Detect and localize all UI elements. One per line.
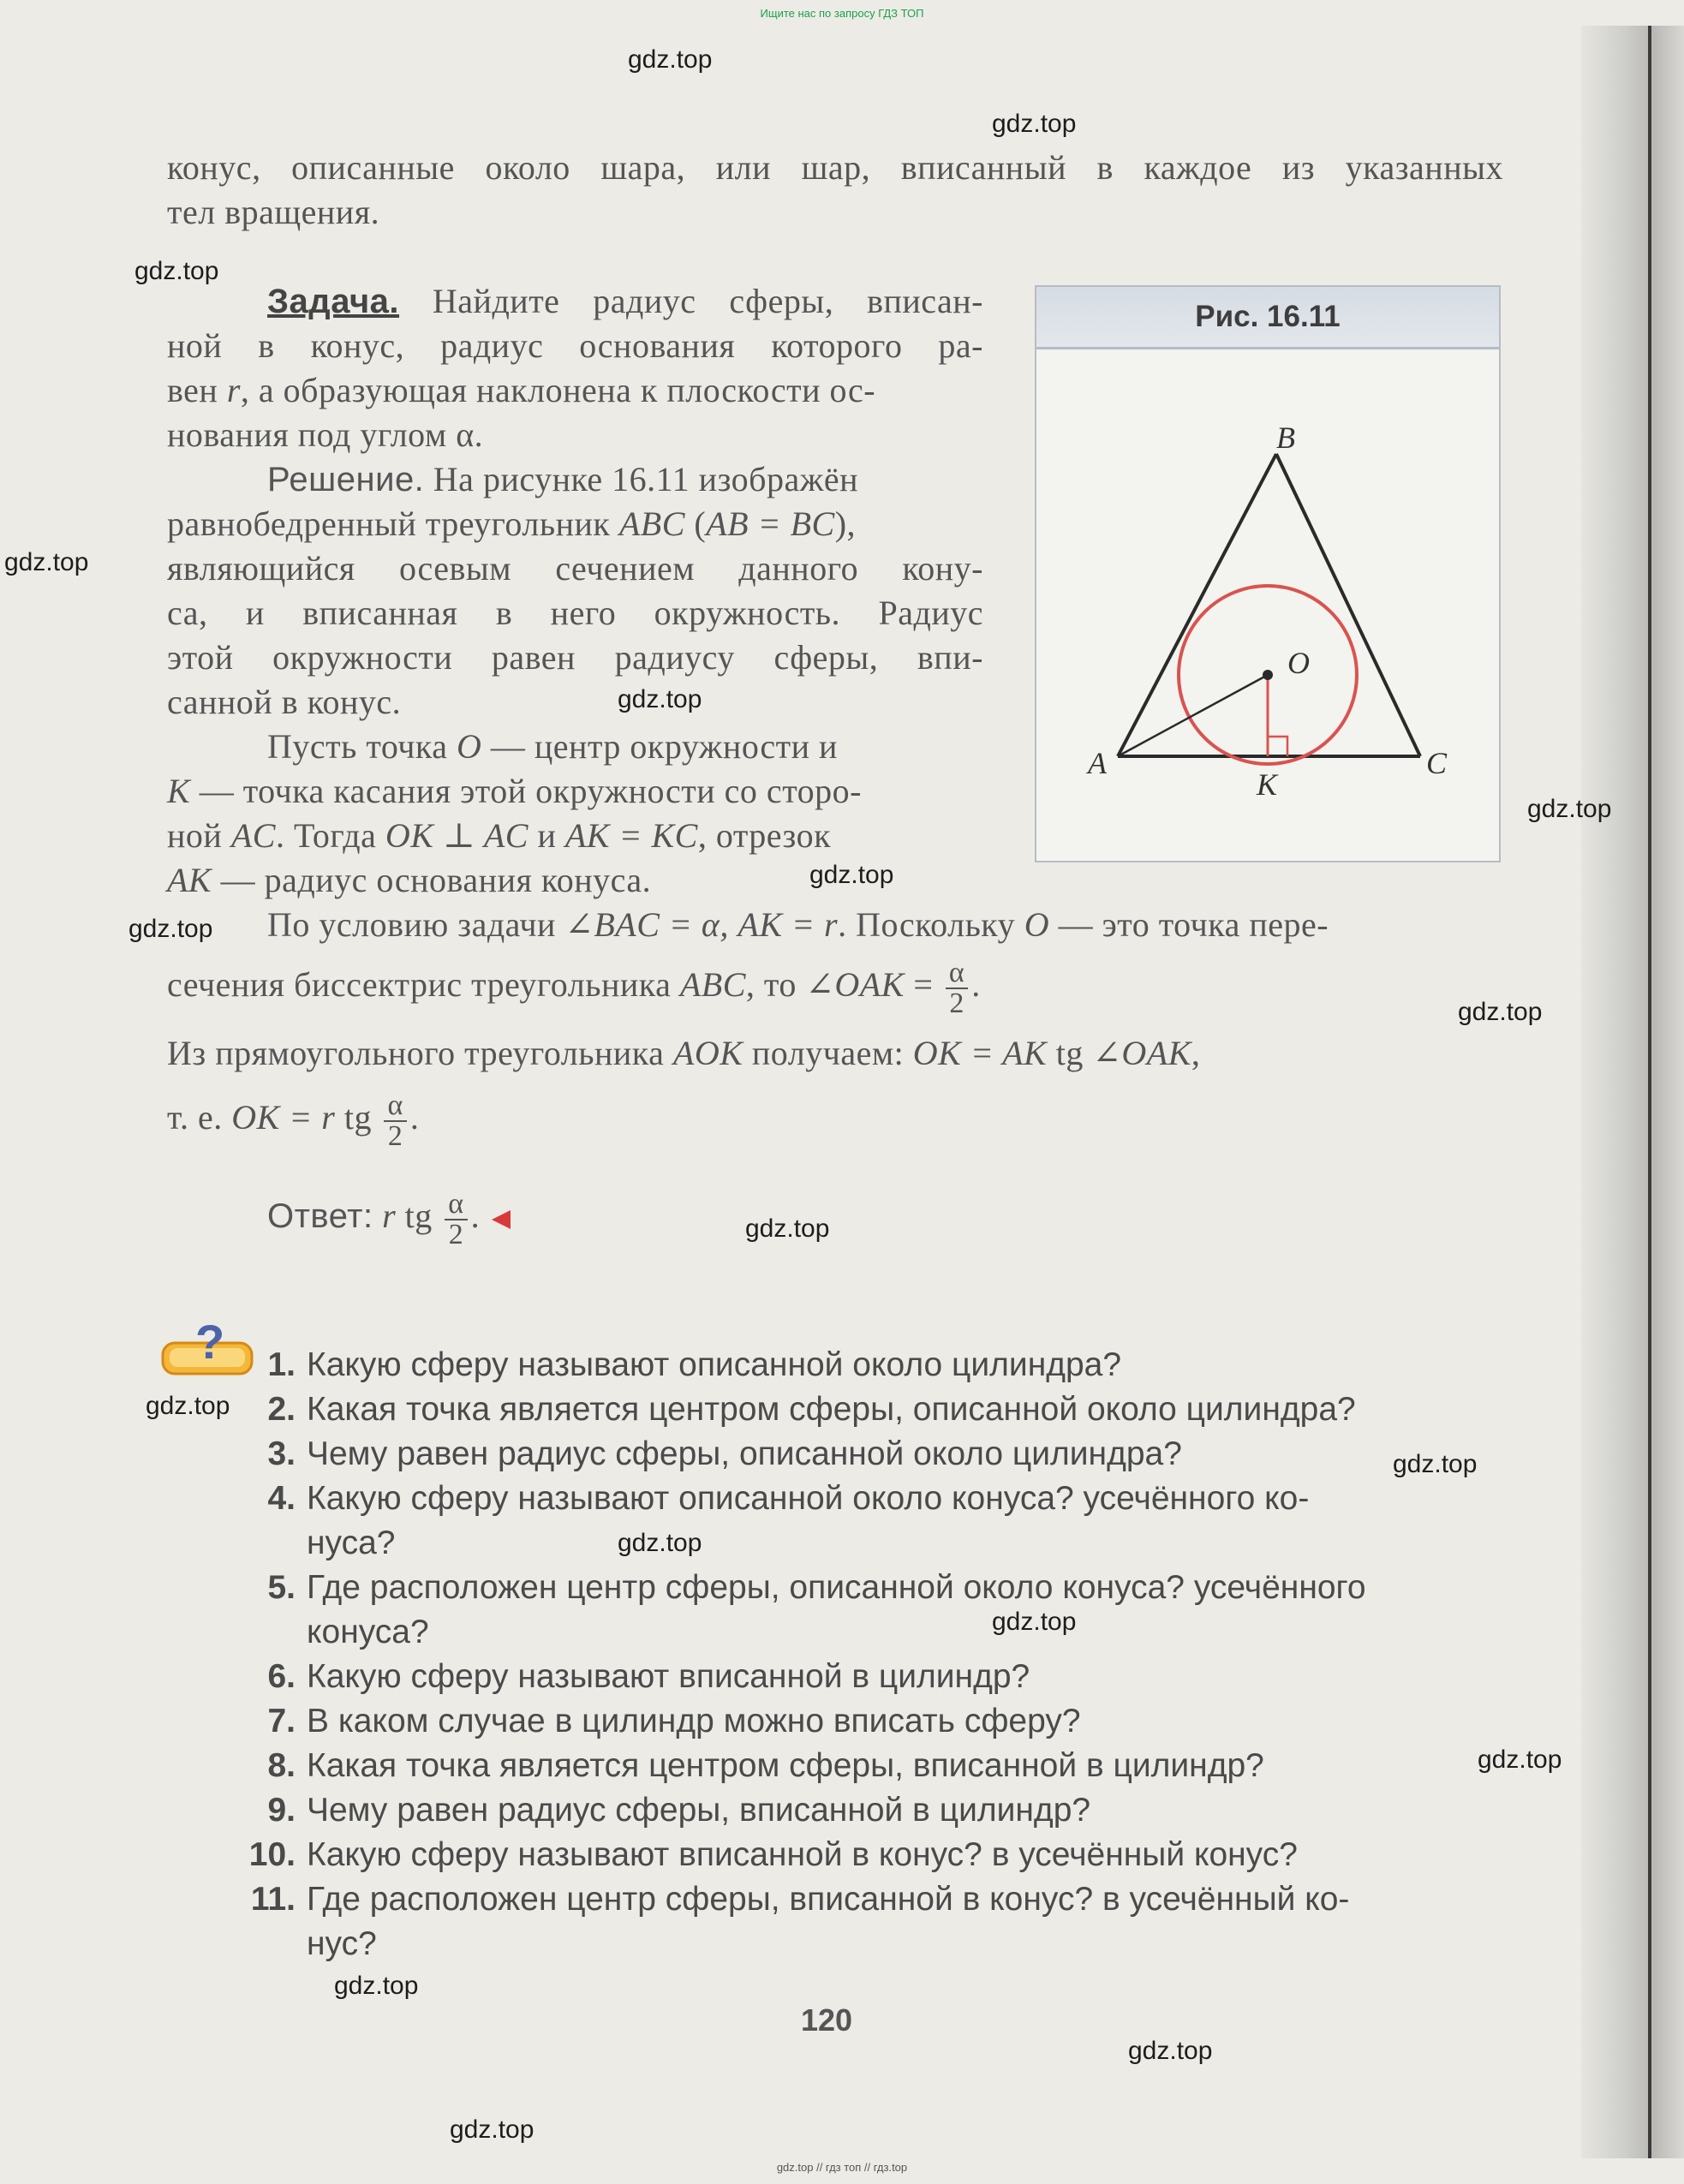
question-number: 7. — [267, 1703, 296, 1739]
solution-line-1: Решение. На рисунке 16.11 изображён — [267, 460, 859, 498]
label-o: O — [1287, 646, 1310, 680]
question-number: 8. — [267, 1747, 296, 1784]
label-k: K — [1257, 767, 1278, 802]
solution-line-11: По условию задачи ∠BAC = α, AK = r. Поскольку O — это точка пере- — [267, 905, 1329, 944]
solution-line-14: т. е. OK = r tg $\frac{\alpha}{2}$ . — [167, 1089, 420, 1152]
question-text: В каком случае в цилиндр можно вписать сферу? — [307, 1703, 1081, 1739]
watermark: gdz.top — [128, 915, 213, 943]
bottom-banner[interactable]: gdz.top // гдз топ // гдз.top — [776, 2161, 908, 2174]
watermark: gdz.top — [146, 1392, 230, 1420]
figure-caption: Рис. 16.11 — [1036, 287, 1499, 349]
question-number: 5. — [267, 1569, 296, 1606]
question-text: конуса? — [307, 1614, 429, 1650]
watermark: gdz.top — [618, 1529, 702, 1557]
solution-line-13: Из прямоугольного треугольника AOK получаем: OK = AK tg ∠OAK, — [167, 1034, 1201, 1072]
solution-line-6: санной в конус. — [167, 683, 402, 721]
solution-line-10: AK — радиус основания конуса. — [167, 861, 652, 899]
question-number: 11. — [250, 1881, 296, 1918]
watermark: gdz.top — [134, 257, 219, 285]
question-text: нуса? — [307, 1525, 396, 1561]
watermark: gdz.top — [1458, 998, 1543, 1026]
answer-label: Ответ: — [267, 1197, 373, 1235]
watermark: gdz.top — [1393, 1450, 1478, 1478]
intro-line-1: конус, описанные около шара, или шар, вписанный в каждое из указанных — [167, 148, 1503, 187]
question-number: 10. — [248, 1836, 296, 1873]
question-text: нус? — [307, 1925, 377, 1962]
page-edge-shadow — [1581, 26, 1684, 2158]
page-edge-line — [1648, 26, 1651, 2158]
question-number: 6. — [267, 1658, 296, 1695]
top-banner[interactable]: Ищите нас по запросу ГДЗ ТОП — [760, 7, 924, 20]
question-text: Чему равен радиус сферы, вписанной в цилиндр? — [307, 1792, 1091, 1829]
solution-line-7: Пусть точка O — центр окружности и — [267, 727, 838, 766]
fraction-alpha-2: $\frac{\alpha}{2}$ — [445, 1190, 467, 1250]
question-text: Какая точка является центром сферы, вписанной в цилиндр? — [307, 1747, 1264, 1784]
solution-line-12: сечения биссектрис треугольника ABC, то ∠OAK = $\frac{\alpha}{2}$ . — [167, 956, 981, 1019]
solution-line-2: равнобедренный треугольник ABC (AB = BC), — [167, 504, 857, 543]
task-line-4: нования под углом α. — [167, 415, 484, 454]
question-number: 1. — [267, 1346, 296, 1383]
side-ab — [1118, 454, 1276, 756]
question-text: Где расположен центр сферы, описанной около конуса? усечённого — [307, 1569, 1366, 1606]
watermark: gdz.top — [1128, 2037, 1213, 2065]
question-number: 4. — [267, 1480, 296, 1517]
questions-icon — [161, 1319, 255, 1379]
page-number: 120 — [801, 2002, 853, 2038]
watermark: gdz.top — [628, 45, 713, 74]
watermark: gdz.top — [992, 110, 1077, 138]
task-line-1: Задача. Найдите радиус сферы, вписан- — [267, 279, 983, 324]
watermark: gdz.top — [4, 548, 89, 576]
question-text: Какую сферу называют вписанной в конус? в усечённый конус? — [307, 1836, 1298, 1873]
center-point-o — [1263, 670, 1273, 680]
solution-line-4: са, и вписанная в него окружность. Радиус — [167, 594, 983, 632]
question-text: Чему равен радиус сферы, описанной около цилиндра? — [307, 1435, 1182, 1472]
watermark: gdz.top — [450, 2115, 534, 2144]
solution-line-3: являющийся осевым сечением данного кону- — [167, 549, 983, 588]
solution-line-8: K — точка касания этой окружности со сторо- — [167, 772, 862, 810]
fraction-alpha-2: $\frac{\alpha}{2}$ — [946, 958, 968, 1018]
question-text: Какую сферу называют описанной около цилиндра? — [307, 1346, 1122, 1383]
watermark: gdz.top — [745, 1214, 830, 1243]
question-number: 3. — [267, 1435, 296, 1472]
watermark: gdz.top — [1478, 1745, 1562, 1774]
question-text: Какую сферу называют описанной около конуса? усечённого ко- — [307, 1480, 1310, 1517]
watermark: gdz.top — [992, 1608, 1077, 1636]
end-of-solution-icon — [492, 1210, 511, 1229]
svg-text:?: ? — [195, 1319, 225, 1369]
watermark: gdz.top — [1527, 795, 1612, 823]
answer-line: Ответ: r tg $\frac{\alpha}{2}$ . — [267, 1186, 511, 1250]
intro-line-2: тел вращения. — [167, 193, 380, 231]
triangle-diagram — [1036, 349, 1499, 861]
task-line-3: вен r, а образующая наклонена к плоскости ос- — [167, 371, 876, 409]
question-number: 2. — [267, 1391, 296, 1428]
label-b: B — [1276, 421, 1295, 455]
question-text: Какую сферу называют вписанной в цилиндр? — [307, 1658, 1030, 1695]
watermark: gdz.top — [618, 685, 702, 713]
right-angle-mark — [1268, 737, 1287, 756]
figure-16-11 — [1035, 285, 1501, 862]
watermark: gdz.top — [334, 1972, 419, 2000]
question-number: 9. — [267, 1792, 296, 1829]
fraction-alpha-2: $\frac{\alpha}{2}$ — [384, 1091, 406, 1151]
question-text: Где расположен центр сферы, вписанной в конус? в усечённый ко- — [307, 1881, 1350, 1918]
question-text: Какая точка является центром сферы, описанной около цилиндра? — [307, 1391, 1356, 1428]
solution-line-5: этой окружности равен радиусу сферы, впи- — [167, 638, 983, 677]
label-c: C — [1426, 746, 1448, 780]
solution-line-9: ной AC. Тогда OK ⊥ AC и AK = KC, отрезок — [167, 816, 832, 855]
label-a: A — [1088, 746, 1107, 780]
task-heading: Задача. — [267, 283, 400, 320]
task-line-2: ной в конус, радиус основания которого ра- — [167, 326, 983, 365]
watermark: gdz.top — [809, 861, 894, 889]
